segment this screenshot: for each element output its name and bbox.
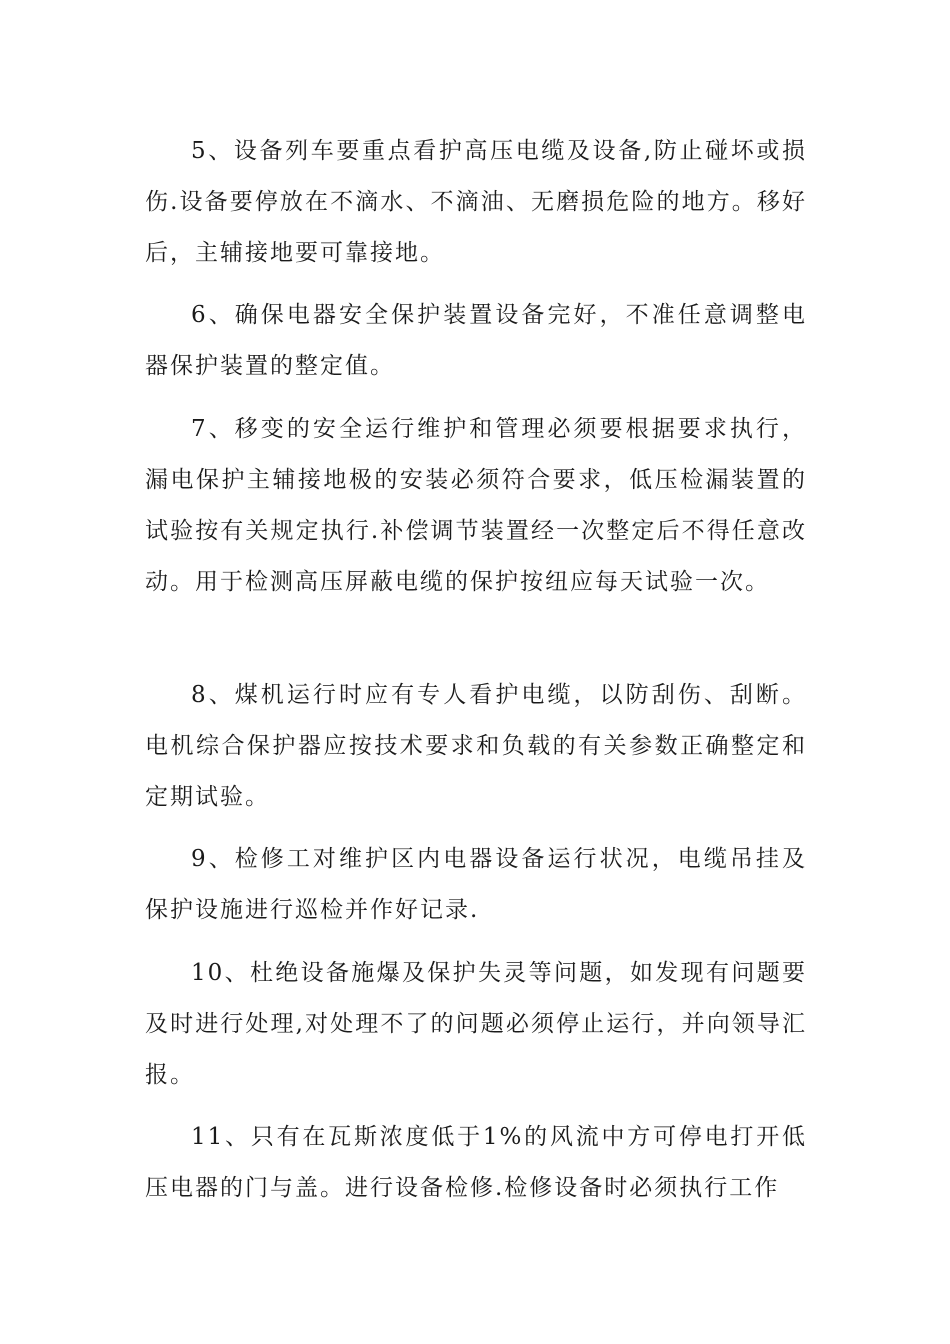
paragraph-item-7: 7、移变的安全运行维护和管理必须要根据要求执行，漏电保护主辅接地极的安装必须符合要求，低压检漏装置的试验按有关规定执行.补偿调节装置经一次整定后不得任意改动。用于检测高压屏蔽电缆的保护按纽应每天试验一次。 [145,416,807,595]
paragraph-item-8: 8、煤机运行时应有专人看护电缆，以防刮伤、刮断。电机综合保护器应按技术要求和负载的有关参数正确整定和定期试验。 [145,682,807,810]
paragraph-item-5: 5、设备列车要重点看护高压电缆及设备,防止碰坏或损伤.设备要停放在不滴水、不滴油、无磨损危险的地方。移好后，主辅接地要可靠接地。 [145,138,807,266]
paragraph-item-9: 9、检修工对维护区内电器设备运行状况，电缆吊挂及保护设施进行巡检并作好记录. [145,846,807,923]
paragraph-item-11: 11、只有在瓦斯浓度低于1%的风流中方可停电打开低压电器的门与盖。进行设备检修.检修设备时必须执行工作 [145,1124,807,1201]
paragraph-item-6: 6、确保电器安全保护装置设备完好，不准任意调整电器保护装置的整定值。 [145,302,807,379]
paragraph-item-10: 10、杜绝设备施爆及保护失灵等问题，如发现有问题要及时进行处理,对处理不了的问题必须停止运行，并向领导汇报。 [145,960,807,1088]
